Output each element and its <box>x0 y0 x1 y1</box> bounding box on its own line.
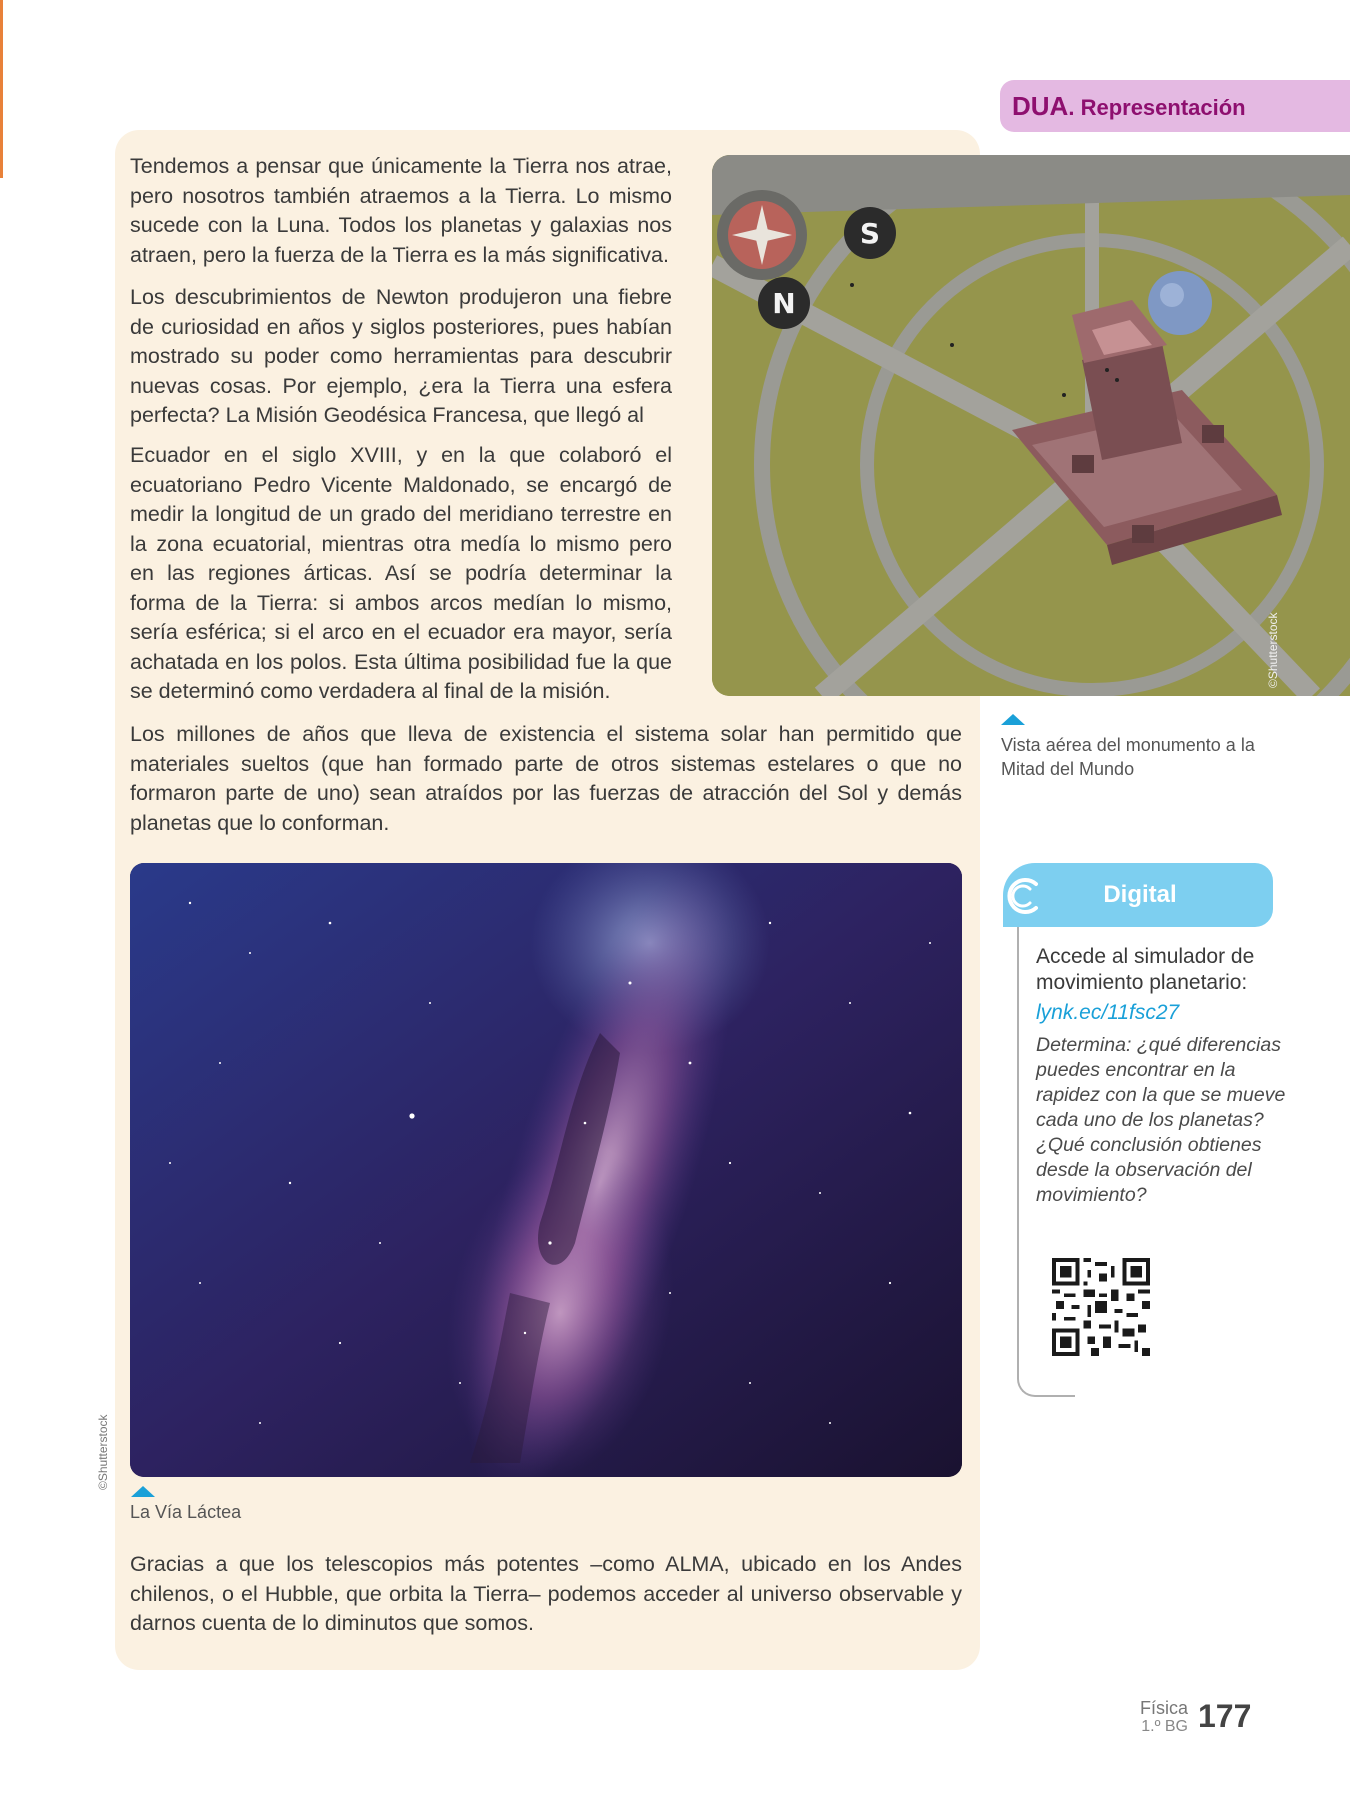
monument-caption: Vista aérea del monumento a la Mitad del Mundo <box>1001 735 1255 779</box>
paragraph-gravity-mutual: Tendemos a pensar que únicamente la Tierra nos atrae, pero nosotros también atraemos a la Tierra. Lo mismo sucede con la Luna. Todos los planetas y galaxias nos atraen, pero la fuerza de la Tierra es la más significativa. <box>130 154 672 267</box>
compass-s-letter: S <box>859 217 881 250</box>
dua-label: DUA <box>1012 91 1069 121</box>
galaxy-caption: La Vía Láctea <box>130 1502 242 1522</box>
digital-c-icon <box>1000 872 1048 920</box>
footer-subject: Física <box>1139 1698 1188 1718</box>
galaxy-photo-credit: ©Shutterstock <box>96 1414 110 1490</box>
footer-grade: 1.º BG <box>1141 1718 1188 1735</box>
milky-way-photo <box>130 863 962 1477</box>
compass-n-letter: N <box>772 287 796 320</box>
qr-code-icon[interactable] <box>1052 1258 1150 1356</box>
digital-box-title: Digital <box>1103 881 1177 908</box>
paragraph-geodesic-mission: Ecuador en el siglo XVIII, y en la que colaboró el ecuatoriano Pedro Vicente Maldonado, se encargó de medir la longitud de un grado del meridiano terrestre en la zona ecuatorial, mientras otra medía lo mismo pero en las regiones árticas. Así se podría determinar la forma de la Tierra: si ambos arcos medían lo mismo, sería esférica; si el arco en el ecuador era mayor, sería achatada en los polos. Esta última posibilidad fue la que se determinó como verdadera al final de la misión. <box>130 443 672 703</box>
page-edge-accent <box>0 0 3 178</box>
paragraph-telescopes: Gracias a que los telescopios más potentes –como ALMA, ubicado en los Andes chilenos, o el Hubble, que orbita la Tierra– podemos acceder al universo observable y darnos cuenta de lo diminutos que somos. <box>130 1552 962 1635</box>
monument-aerial-photo <box>712 155 1350 696</box>
digital-question: Determina: ¿qué diferencias puedes encontrar en la rapidez con la que se mueve cada uno de los planetas? ¿Qué conclusión obtienes desde la observación del movimiento? <box>1036 1034 1286 1206</box>
monument-illustration <box>712 155 1350 696</box>
digital-intro: Accede al simulador de movimiento planetario: <box>1036 945 1255 994</box>
dua-sublabel: . Representación <box>1068 95 1246 120</box>
simulator-link[interactable]: lynk.ec/11fsc27 <box>1036 1001 1180 1024</box>
caption-caret-icon <box>131 1486 155 1497</box>
paragraph-solar-system: Los millones de años que lleva de existencia el sistema solar han permitido que materiales sueltos (que han formado parte de otros sistemas estelares o que no formaron parte de uno) sean atraídos por las fuerzas de atracción del Sol y demás planetas que lo conforman. <box>130 722 962 835</box>
caption-caret-icon <box>1001 714 1025 725</box>
dua-representation-tag <box>1000 80 1350 132</box>
milky-way-illustration <box>130 863 962 1477</box>
monument-photo-credit: ©Shutterstock <box>1266 612 1280 688</box>
page-number: 177 <box>1198 1698 1252 1734</box>
paragraph-newton-discoveries: Los descubrimientos de Newton produjeron una fiebre de curiosidad en años y siglos posteriores, pues habían mostrado su poder como herramientas para descubrir nuevas cosas. Por ejemplo, ¿era la Tierra una esfera perfecta? La Misión Geodésica Francesa, que llegó al <box>130 285 672 427</box>
